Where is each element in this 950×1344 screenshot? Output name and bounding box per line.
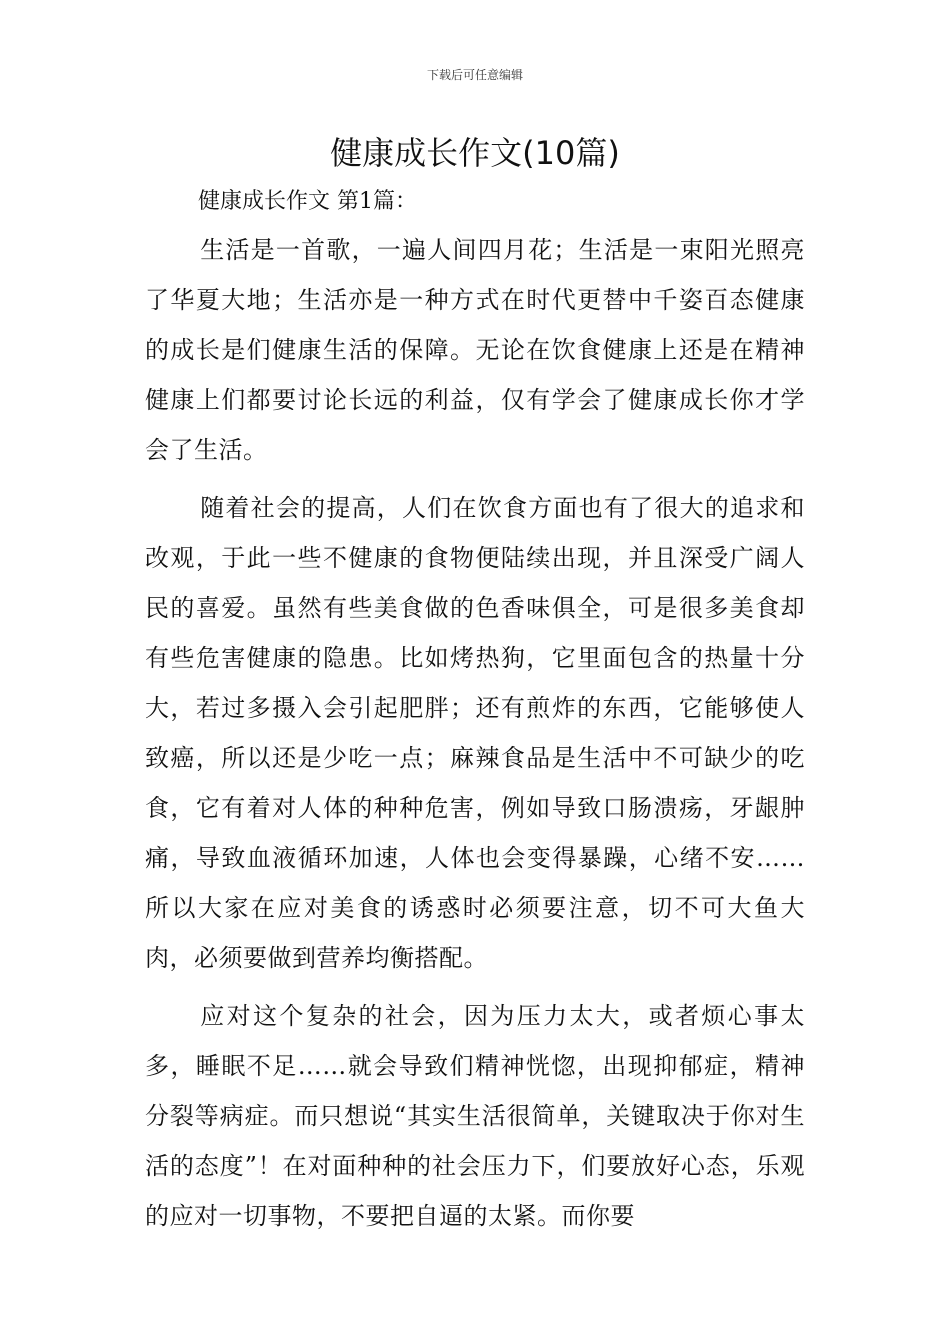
document-body xyxy=(145,225,805,1249)
paragraph-1: 生活是一首歌，一遍人间四月花；生活是一束阳光照亮了华夏大地；生活亦是一种方式在时代更替中千姿百态健康的成长是们健康生活的保障。无论在饮食健康上还是在精神健康上们都要讨论长远的利益，仅有学会了健康成长你才学会了生活。 xyxy=(145,236,805,464)
section-heading: 健康成长作文 第1篇： xyxy=(198,189,417,214)
header-note: 下载后可任意编辑 xyxy=(426,68,523,82)
document-title: 健康成长作文(10篇) xyxy=(330,134,620,172)
paragraph-3: 应对这个复杂的社会，因为压力太大，或者烦心事太多，睡眠不足……就会导致们精神恍惚，出现抑郁症，精神分裂等病症。而只想说“其实生活很简单，关键取决于你对生活的态度”！在对面种种的社会压力下，们要放好心态，乐观的应对一切事物，不要把自逼的太紧。而你要 xyxy=(145,1002,805,1230)
paragraph-2: 随着社会的提高，人们在饮食方面也有了很大的追求和改观，于此一些不健康的食物便陆续出现，并且深受广阔人民的喜爱。虽然有些美食做的色香味俱全，可是很多美食却有些危害健康的隐患。比如烤热狗，它里面包含的热量十分大，若过多摄入会引起肥胖；还有煎炸的东西，它能够使人致癌，所以还是少吃一点；麻辣食品是生活中不可缺少的吃食，它有着对人体的种种危害，例如导致口肠溃疡，牙龈肿痛，导致血液循环加速，人体也会变得暴躁，心绪不安……所以大家在应对美食的诱惑时必须要注意，切不可大鱼大肉，必须要做到营养均衡搭配。 xyxy=(145,494,805,972)
